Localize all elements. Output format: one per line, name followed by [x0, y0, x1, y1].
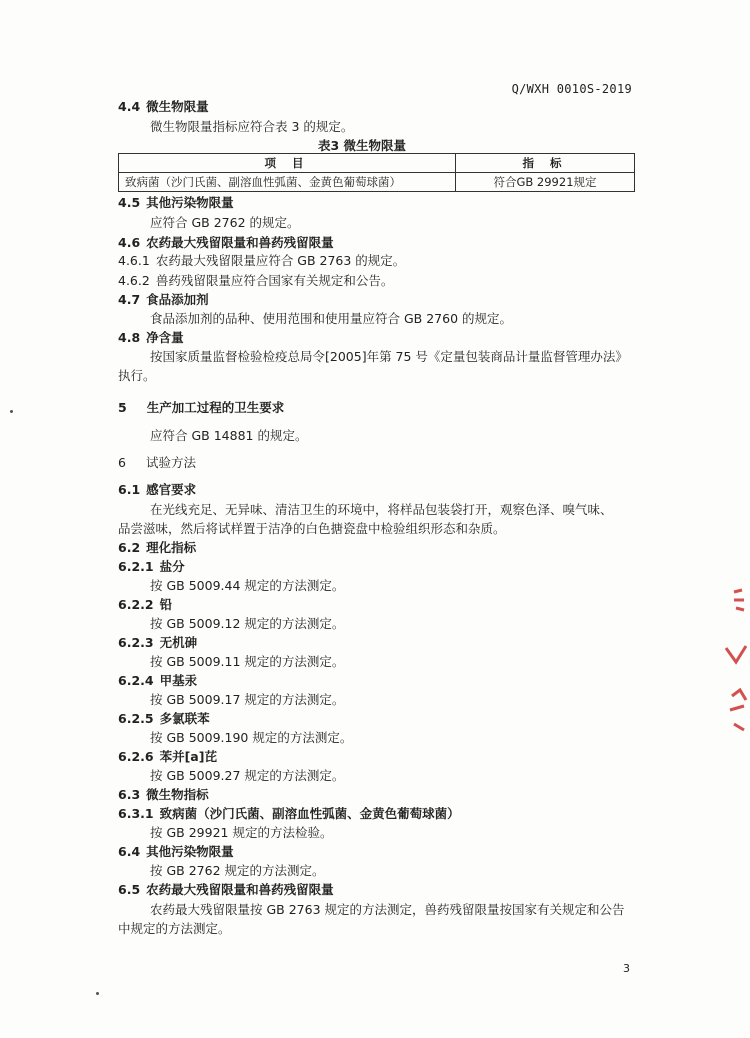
section-4-5-heading: 4.5 其他污染物限量	[118, 195, 234, 210]
table-header-index: 指 标	[456, 154, 635, 173]
table-header-item: 项 目	[119, 154, 456, 173]
section-6-2-3-heading: 6.2.3 无机砷	[118, 635, 198, 650]
section-6-heading: 6 试验方法	[118, 455, 196, 470]
section-4-6-heading: 4.6 农药最大残留限量和兽药残留限量	[118, 235, 334, 250]
section-6-5-text-2: 中规定的方法测定。	[118, 921, 231, 936]
section-6-2-1-text: 按 GB 5009.44 规定的方法测定。	[150, 578, 345, 593]
table3-caption: 表3 微生物限量	[318, 138, 407, 153]
page-number: 3	[623, 962, 630, 975]
standard-code: Q/WXH 0010S-2019	[511, 82, 632, 96]
scan-speck	[96, 992, 99, 995]
seal-stamp-fragment	[712, 578, 750, 748]
section-6-4-text: 按 GB 2762 规定的方法测定。	[150, 863, 325, 878]
table-cell-item: 致病菌（沙门氏菌、副溶血性弧菌、金黄色葡萄球菌）	[119, 173, 456, 192]
section-4-7-heading: 4.7 食品添加剂	[118, 292, 209, 307]
table-3	[118, 153, 635, 192]
section-6-1-text-2: 品尝滋味，然后将试样置于洁净的白色搪瓷盘中检验组织形态和杂质。	[118, 521, 506, 536]
section-5-heading: 5 生产加工过程的卫生要求	[118, 400, 285, 415]
section-6-3-1-text: 按 GB 29921 规定的方法检验。	[150, 825, 333, 840]
table-header-row	[119, 154, 635, 173]
section-4-8-text-2: 执行。	[118, 368, 156, 383]
section-6-2-2-text: 按 GB 5009.12 规定的方法测定。	[150, 616, 345, 631]
section-6-2-4-text: 按 GB 5009.17 规定的方法测定。	[150, 692, 345, 707]
section-6-2-5-text: 按 GB 5009.190 规定的方法测定。	[150, 730, 353, 745]
section-6-2-2-heading: 6.2.2 铅	[118, 597, 173, 612]
section-4-4-text: 微生物限量指标应符合表 3 的规定。	[150, 119, 354, 134]
table-cell-index: 符合GB 29921规定	[456, 173, 635, 192]
section-6-3-1-heading: 6.3.1 致病菌（沙门氏菌、副溶血性弧菌、金黄色葡萄球菌）	[118, 806, 460, 821]
section-6-1-text-1: 在光线充足、无异味、清洁卫生的环境中，将样品包装袋打开，观察色泽、嗅气味、	[150, 502, 613, 517]
section-4-8-heading: 4.8 净含量	[118, 330, 184, 345]
section-4-6-1-text: 4.6.1 农药最大残留限量应符合 GB 2763 的规定。	[118, 253, 406, 268]
section-6-2-6-text: 按 GB 5009.27 规定的方法测定。	[150, 768, 345, 783]
section-6-2-5-heading: 6.2.5 多氯联苯	[118, 711, 210, 726]
table-row	[119, 173, 635, 192]
section-5-text: 应符合 GB 14881 的规定。	[150, 428, 308, 443]
section-6-2-3-text: 按 GB 5009.11 规定的方法测定。	[150, 654, 345, 669]
section-6-3-heading: 6.3 微生物指标	[118, 787, 209, 802]
section-6-4-heading: 6.4 其他污染物限量	[118, 844, 234, 859]
section-4-4-heading: 4.4 微生物限量	[118, 99, 209, 114]
section-6-5-heading: 6.5 农药最大残留限量和兽药残留限量	[118, 882, 334, 897]
section-6-1-heading: 6.1 感官要求	[118, 482, 197, 497]
scan-speck	[10, 410, 13, 413]
section-6-5-text-1: 农药最大残留限量按 GB 2763 规定的方法测定，兽药残留限量按国家有关规定和公告	[150, 902, 625, 917]
section-6-2-4-heading: 6.2.4 甲基汞	[118, 673, 198, 688]
section-4-6-2-text: 4.6.2 兽药残留限量应符合国家有关规定和公告。	[118, 273, 394, 288]
section-6-2-6-heading: 6.2.6 苯并[a]芘	[118, 749, 217, 764]
section-6-2-heading: 6.2 理化指标	[118, 540, 197, 555]
section-4-7-text: 食品添加剂的品种、使用范围和使用量应符合 GB 2760 的规定。	[150, 311, 512, 326]
section-4-5-text: 应符合 GB 2762 的规定。	[150, 215, 300, 230]
section-6-2-1-heading: 6.2.1 盐分	[118, 559, 185, 574]
section-4-8-text-1: 按国家质量监督检验检疫总局令[2005]年第 75 号《定量包装商品计量监督管理办法》	[150, 349, 628, 364]
